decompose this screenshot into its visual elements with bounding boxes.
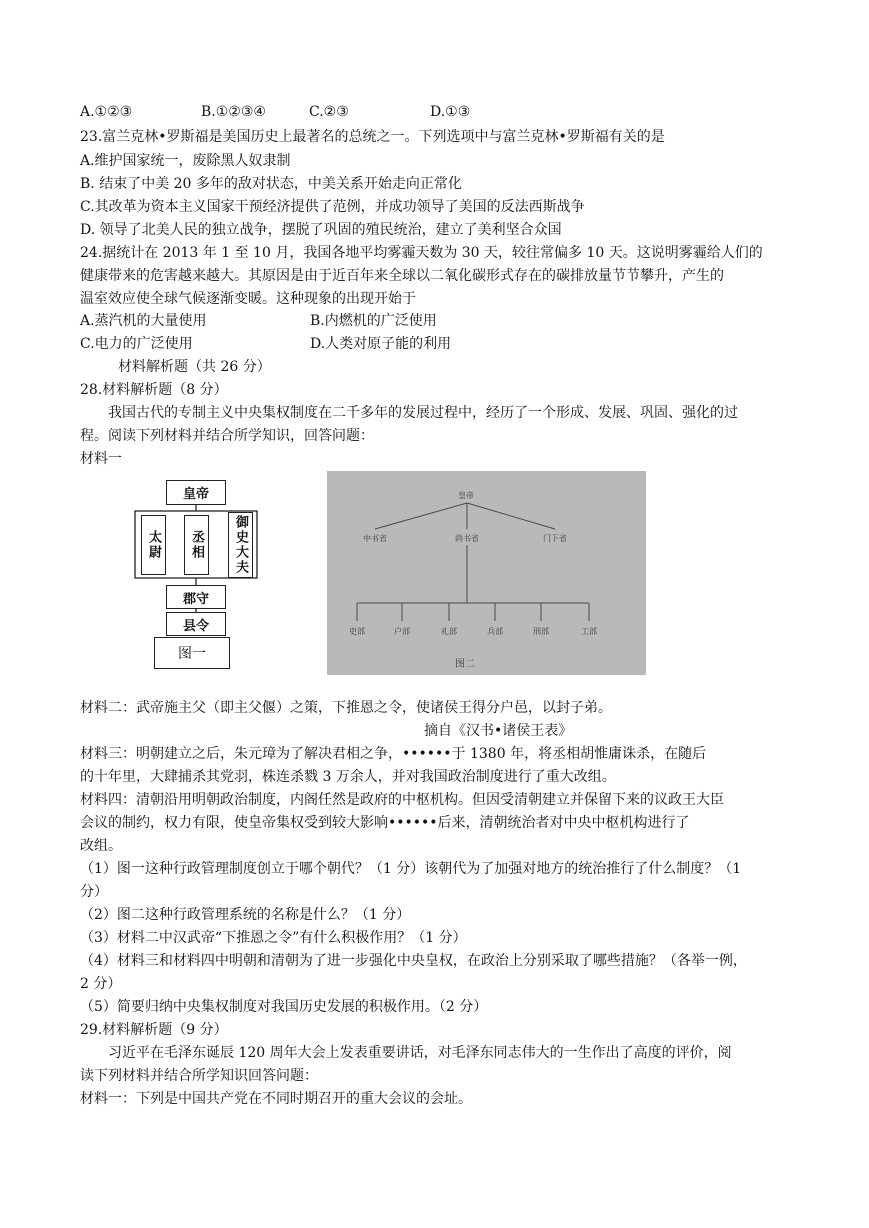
q28-question-1-cont: 分） xyxy=(80,884,108,900)
fig2-ministry-gong: 工部 xyxy=(581,627,597,636)
q23-option-d: D. 领导了北美人民的独立战争，摆脱了巩固的殖民统治，建立了美利坚合众国 xyxy=(80,222,562,238)
fig2-ministry-li2: 礼部 xyxy=(441,627,457,636)
q24-option-b: B.内燃机的广泛使用 xyxy=(310,313,437,329)
material3-line2: 的十年里，大肆捕杀其党羽，株连杀戮 3 万余人，并对我国政治制度进行了重大改组。 xyxy=(80,769,616,785)
section-title: 材料解析题（共 26 分） xyxy=(118,359,271,375)
q24-option-a: A.蒸汽机的大量使用 xyxy=(80,313,207,329)
fig1-minister-chengxiang: 丞相 xyxy=(184,515,209,575)
q29-material1: 材料一：下列是中国共产党在不同时期召开的重大会议的会址。 xyxy=(80,1091,472,1107)
q28-intro-line2: 程。阅读下列材料并结合所学知识，回答问题： xyxy=(80,428,374,444)
material4-line3: 改组。 xyxy=(80,838,122,854)
fig2-dept-zhongshu: 中书省 xyxy=(363,534,387,543)
fig2-ministry-hu: 户部 xyxy=(394,627,410,636)
figure2-diagram xyxy=(327,471,646,675)
material2-text: 材料二：武帝施主父（即主父偃）之策，下推恩之令，使诸侯王得分户邑，以封子弟。 xyxy=(80,700,612,716)
q22-option-a: A.①②③ xyxy=(80,104,133,120)
q28-question-2: （2）图二这种行政管理系统的名称是什么？（1 分） xyxy=(80,907,411,923)
q24-option-d: D.人类对原子能的利用 xyxy=(310,336,452,352)
fig1-minister-yushidafu: 御史大夫 xyxy=(228,512,253,578)
q23-option-a: A.维护国家统一，废除黑人奴隶制 xyxy=(80,153,291,169)
q28-question-3: （3）材料二中汉武帝“下推恩之令”有什么积极作用？（1 分） xyxy=(80,930,467,946)
q28-question-4-cont: 2 分） xyxy=(80,976,122,992)
q28-question-5: （5）简要归纳中央集权制度对我国历史发展的积极作用。（2 分） xyxy=(80,999,488,1015)
fig2-emperor: 皇帝 xyxy=(458,491,474,500)
q22-option-b: B.①②③④ xyxy=(201,104,266,120)
fig2-dept-shangshu: 尚书省 xyxy=(455,534,479,543)
q24-stem-line2: 健康带来的危害越来越大。其原因是由于近百年来全球以二氧化碳形式存在的碳排放量节节攀升，产生的 xyxy=(80,268,724,284)
figure2-connectors xyxy=(327,471,646,675)
q24-option-c: C.电力的广泛使用 xyxy=(80,336,193,352)
fig2-dept-menxia: 门下省 xyxy=(543,534,567,543)
fig1-minister-taiwei: 太尉 xyxy=(141,515,166,575)
q28-question-1: （1）图一这种行政管理制度创立于哪个朝代？（1 分）该朝代为了加强对地方的统治推行了什么制度？（1 xyxy=(80,861,742,877)
q23-stem: 23.富兰克林•罗斯福是美国历史上最著名的总统之一。下列选项中与富兰克林•罗斯福有关的是 xyxy=(80,129,665,145)
q28-question-4: （4）材料三和材料四中明朝和清朝为了进一步强化中央皇权，在政治上分别采取了哪些措施？（各举一例， xyxy=(80,953,747,969)
fig2-ministry-bing: 兵部 xyxy=(487,627,503,636)
q24-stem-line1: 24.据统计在 2013 年 1 至 10 月，我国各地平均雾霾天数为 30 天，较往常偏多 10 天。这说明雾霾给人们的 xyxy=(80,245,763,261)
material3-line1: 材料三：明朝建立之后，朱元璋为了解决君相之争，••••••于 1380 年，将丞相胡惟庸诛杀，在随后 xyxy=(80,746,707,762)
q28-title: 28.材料解析题（8 分） xyxy=(80,382,228,398)
fig1-county-box: 县令 xyxy=(166,612,226,636)
fig2-ministry-xing: 刑部 xyxy=(533,627,549,636)
fig1-emperor-box: 皇帝 xyxy=(166,480,226,505)
material4-line2: 会议的制约，权力有限，使皇帝集权受到较大影响••••••后来，清朝统治者对中央中枢机构进行了 xyxy=(80,815,690,831)
fig2-caption: 图二 xyxy=(455,659,475,670)
material1-label: 材料一 xyxy=(80,451,122,467)
q22-option-c: C.②③ xyxy=(309,104,349,120)
fig1-caption: 图一 xyxy=(154,637,230,669)
fig2-ministry-li: 吏部 xyxy=(349,627,365,636)
q23-option-c: C.其改革为资本主义国家干预经济提供了范例，并成功领导了美国的反法西斯战争 xyxy=(80,199,585,215)
q22-options xyxy=(80,104,780,124)
q29-intro-line2: 读下列材料并结合所学知识回答问题： xyxy=(80,1068,318,1084)
q22-option-d: D.①③ xyxy=(430,104,471,120)
material4-line1: 材料四：清朝沿用明朝政治制度，内阁任然是政府的中枢机构。但因受清朝建立并保留下来的议政王大臣 xyxy=(80,792,724,808)
q28-intro-line1: 我国古代的专制主义中央集权制度在二千多年的发展过程中，经历了一个形成、发展、巩固、强化的过 xyxy=(108,405,738,421)
q24-stem-line3: 温室效应使全球气候逐渐变暖。这种现象的出现开始于 xyxy=(80,291,416,307)
q29-title: 29.材料解析题（9 分） xyxy=(80,1022,228,1038)
fig1-commandery-box: 郡守 xyxy=(166,585,226,609)
material2-source: 摘自《汉书•诸侯王表》 xyxy=(424,723,573,739)
q29-intro-line1: 习近平在毛泽东诞辰 120 周年大会上发表重要讲话，对毛泽东同志伟大的一生作出了高度的评价，阅 xyxy=(108,1045,732,1061)
q23-option-b: B. 结束了中美 20 多年的敌对状态，中美关系开始走向正常化 xyxy=(80,176,462,192)
